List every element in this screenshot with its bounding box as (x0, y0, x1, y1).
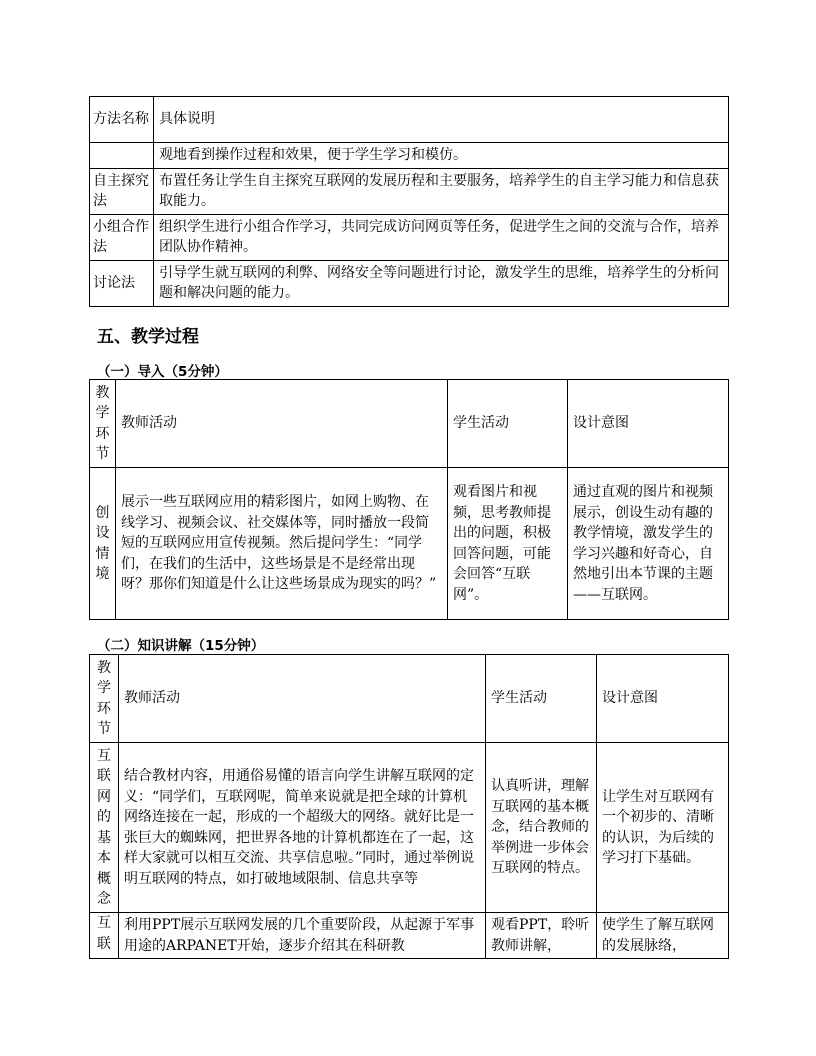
intent-header: 设计意图 (597, 655, 729, 743)
intro-table (89, 379, 729, 620)
method-name-header: 方法名称 (90, 97, 154, 143)
design-intent: 让学生对互联网有一个初步的、清晰的认识，为后续的学习打下基础。 (597, 743, 729, 913)
method-desc: 布置任务让学生自主探究互联网的发展历程和主要服务，培养学生的自主学习能力和信息获取能力。 (154, 168, 729, 214)
section-title: 五、教学过程 (97, 327, 199, 347)
method-name: 小组合作法 (90, 214, 154, 260)
methods-table (89, 96, 729, 307)
part2-title: （二）知识讲解（15分钟） (97, 638, 265, 654)
design-intent: 使学生了解互联网的发展脉络， (597, 913, 729, 959)
method-desc: 引导学生就互联网的利弊、网络安全等问题进行讨论，激发学生的思维，培养学生的分析问题和解决问题的能力。 (154, 260, 729, 306)
teacher-activity: 利用PPT展示互联网发展的几个重要阶段，从起源于军事用途的ARPANET开始，逐步介绍其在科研教 (119, 913, 486, 959)
student-activity: 观看图片和视频，思考教师提出的问题，积极回答问题，可能会回答“互联网”。 (448, 468, 568, 620)
student-activity: 认真听讲，理解互联网的基本概念，结合教师的举例进一步体会互联网的特点。 (486, 743, 597, 913)
link-header: 教学环节 (90, 655, 119, 743)
method-name (90, 143, 154, 169)
table-row (90, 214, 729, 260)
table-row (90, 913, 729, 959)
student-header: 学生活动 (448, 380, 568, 468)
method-name: 自主探究法 (90, 168, 154, 214)
table-row (90, 743, 729, 913)
table-header-row (90, 97, 729, 143)
table-row (90, 260, 729, 306)
table-header-row (90, 380, 729, 468)
teaching-link: 互联 (90, 913, 119, 959)
table-row (90, 468, 729, 620)
link-header: 教学环节 (90, 380, 116, 468)
student-header: 学生活动 (486, 655, 597, 743)
design-intent: 通过直观的图片和视频展示，创设生动有趣的教学情境，激发学生的学习兴趣和好奇心，自然地引出本节课的主题——互联网。 (568, 468, 729, 620)
teacher-header: 教师活动 (116, 380, 448, 468)
table-header-row (90, 655, 729, 743)
teacher-header: 教师活动 (119, 655, 486, 743)
method-desc: 观地看到操作过程和效果，便于学生学习和模仿。 (154, 143, 729, 169)
table-row (90, 143, 729, 169)
method-desc: 组织学生进行小组合作学习，共同完成访问网页等任务，促进学生之间的交流与合作，培养团队协作精神。 (154, 214, 729, 260)
intent-header: 设计意图 (568, 380, 729, 468)
teaching-link: 互联网的基本概念 (90, 743, 119, 913)
part1-title: （一）导入（5分钟） (97, 364, 228, 380)
method-name: 讨论法 (90, 260, 154, 306)
method-desc-header: 具体说明 (154, 97, 729, 143)
knowledge-table (89, 654, 729, 959)
teaching-link: 创设情境 (90, 468, 116, 620)
student-activity: 观看PPT，聆听教师讲解， (486, 913, 597, 959)
table-row (90, 168, 729, 214)
teacher-activity: 展示一些互联网应用的精彩图片，如网上购物、在线学习、视频会议、社交媒体等，同时播放一段简短的互联网应用宣传视频。然后提问学生：“同学们，在我们的生活中，这些场景是不是经常出现呀？那你们知道是什么让这些场景成为现实的吗？” (116, 468, 448, 620)
teacher-activity: 结合教材内容，用通俗易懂的语言向学生讲解互联网的定义：“同学们，互联网呢，简单来说就是把全球的计算机网络连接在一起，形成的一个超级大的网络。就好比是一张巨大的蜘蛛网，把世界各地的计算机都连在了一起，这样大家就可以相互交流、共享信息啦。”同时，通过举例说明互联网的特点，如打破地域限制、信息共享等 (119, 743, 486, 913)
